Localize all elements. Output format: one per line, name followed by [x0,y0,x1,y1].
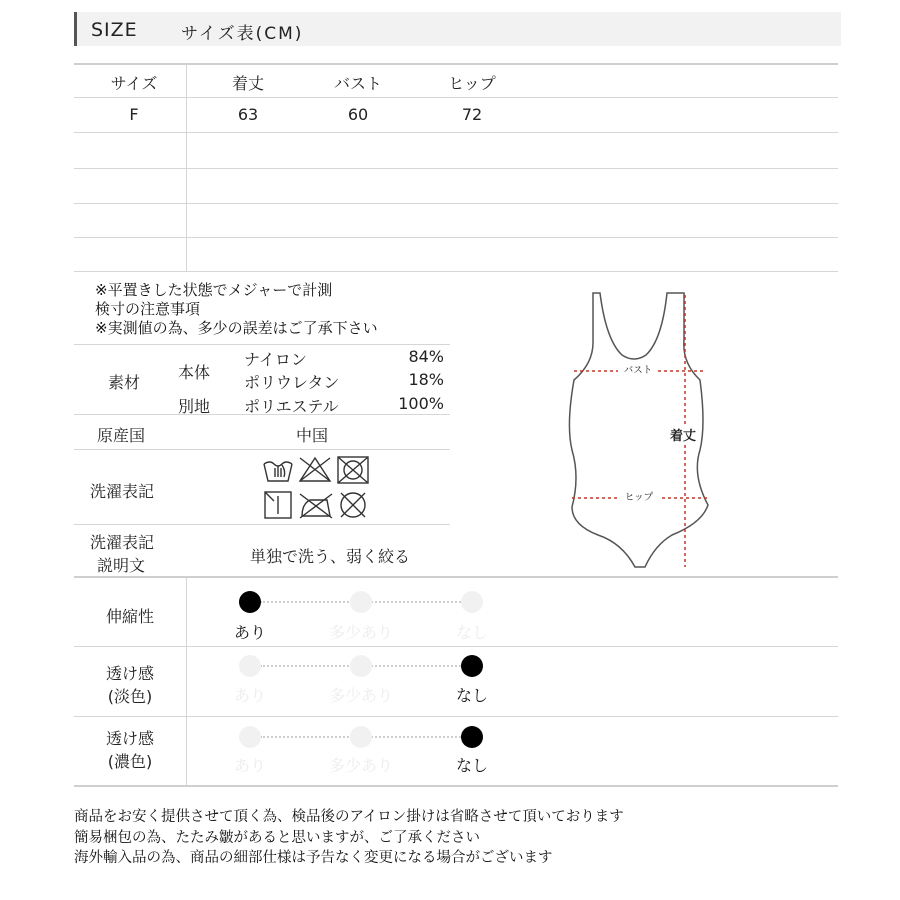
note-line: ※平置きした状態でメジャーで計測 [95,281,333,299]
washing-symbols [262,454,374,520]
stretch-option-yes: あり [233,623,266,642]
sheer-dark-option-some: 多少あり [328,756,393,775]
material-percent: 100% [398,394,444,413]
material-name: ポリエステル [244,397,339,416]
note-line: 検寸の注意事項 [95,300,201,318]
no-bleach-icon [300,458,330,481]
no-iron-icon [300,494,332,518]
diagram-bust-label: バスト [623,365,653,376]
material-body-label: 本体 [178,363,211,382]
length-value: 63 [237,105,259,124]
no-tumble-dry-icon [338,457,368,483]
washing-desc-label-line2: 説明文 [97,556,146,575]
origin-label: 原産国 [97,426,146,445]
sheer-light-dot-some [350,655,372,677]
size-value-f: F [129,105,139,124]
sheer-dark-dot-yes [239,726,261,748]
sheer-light-dot-none [461,655,483,677]
hip-value: 72 [461,105,483,124]
stretch-option-none: なし [455,623,488,642]
sheer-light-label-line1: 透け感 [105,664,154,683]
no-dry-clean-icon [341,493,365,517]
washing-desc-label-line1: 洗濯表記 [90,533,155,552]
size-table-header-size: サイズ [110,74,158,93]
size-header-label: SIZE [91,19,138,41]
size-chart-header [74,12,841,46]
footer-line: 海外輸入品の為、商品の細部仕様は予告なく変更になる場合がございます [74,850,553,866]
stretch-label: 伸縮性 [105,607,154,626]
material-name: ナイロン [244,350,307,369]
size-table-header-bust: バスト [333,74,382,93]
stretch-dot-yes [239,591,261,613]
material-alt-label: 別地 [178,397,211,416]
diagram-length-label: 着丈 [669,429,697,444]
sheer-light-option-yes: あり [233,686,266,705]
sheer-dark-label-line2: (濃色) [107,752,153,771]
material-label: 素材 [108,373,141,392]
material-percent: 84% [408,347,444,366]
hand-wash-30-icon [264,462,292,481]
size-table-header-length: 着丈 [231,74,264,93]
footer-line: 商品をお安く提供させて頂く為、検品後のアイロン掛けは省略させて頂いております [74,809,624,825]
size-header-subtitle: サイズ表(CM) [181,24,304,44]
washing-desc-value: 単独で洗う、弱く絞る [250,547,411,566]
stretch-option-some: 多少あり [328,623,393,642]
diagram-hip-label: ヒップ [624,492,654,503]
sheer-dark-label-line1: 透け感 [105,729,154,748]
stretch-dot-none [461,591,483,613]
origin-value: 中国 [296,426,329,445]
size-table-header-hip: ヒップ [448,74,496,93]
line-dry-shade-icon [265,492,291,518]
note-line: ※実測値の為、多少の誤差はご了承下さい [95,319,378,337]
sheer-dark-dot-some [350,726,372,748]
sheer-dark-option-yes: あり [233,756,266,775]
swimsuit-diagram [560,285,730,575]
material-percent: 18% [408,370,444,389]
sheer-light-option-none: なし [455,686,488,705]
sheer-dark-option-none: なし [455,756,488,775]
footer-line: 簡易梱包の為、たたみ皺があると思いますが、ご了承ください [74,830,480,846]
sheer-dark-dot-none [461,726,483,748]
stretch-dot-some [350,591,372,613]
bust-value: 60 [347,105,369,124]
material-name: ポリウレタン [244,373,340,392]
sheer-light-dot-yes [239,655,261,677]
sheer-light-label-line2: (淡色) [107,687,153,706]
washing-label: 洗濯表記 [90,482,155,501]
sheer-light-option-some: 多少あり [328,686,393,705]
